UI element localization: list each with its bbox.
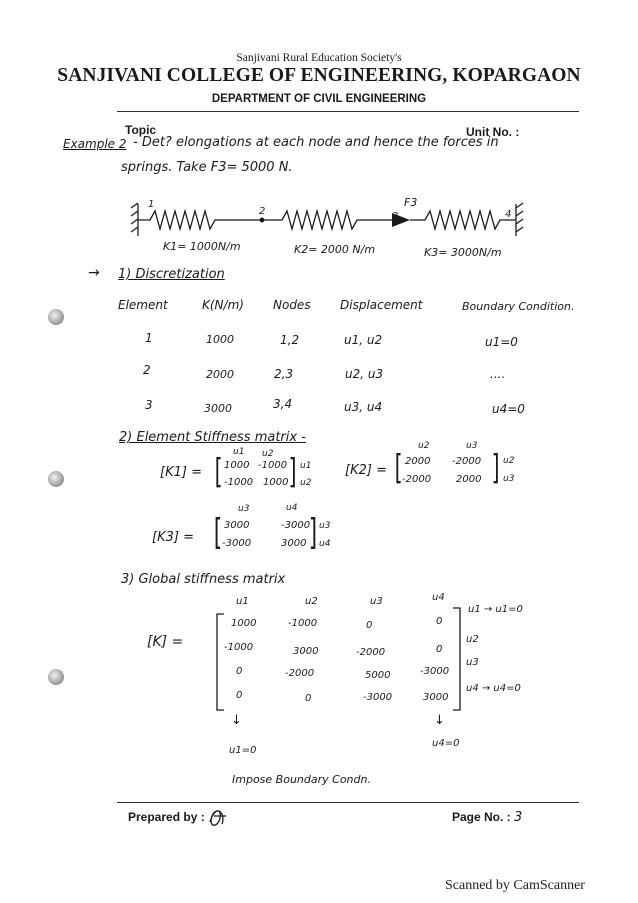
global-cell: 1000 <box>231 618 257 629</box>
global-cell: -2000 <box>285 668 315 679</box>
matrix-row-label: u3 <box>319 521 331 531</box>
table-cell: 3,4 <box>273 397 293 411</box>
arrow-icon: → <box>88 265 100 281</box>
table-cell: u2, u3 <box>345 367 384 381</box>
table-cell: 2000 <box>206 368 234 381</box>
matrix-cell: -2000 <box>452 456 482 467</box>
discretization-title: 1) Discretization <box>118 267 225 282</box>
topic-label: Topic <box>125 123 157 137</box>
matrix-label-k3: [K3] = <box>152 530 194 545</box>
global-row-label: u2 <box>466 634 479 645</box>
global-cell: -3000 <box>363 692 393 703</box>
global-cell: -1000 <box>288 618 318 629</box>
bracket-icon: [ <box>214 452 223 492</box>
bracket-icon: [ <box>213 512 223 553</box>
table-header: K(N/m) <box>202 298 244 312</box>
matrix-label-k2: [K2] = <box>345 463 387 478</box>
matrix-col-label: u3 <box>238 504 250 514</box>
table-cell: u1, u2 <box>344 333 383 347</box>
global-cell: 0 <box>236 690 243 701</box>
global-cell: 0 <box>436 644 443 655</box>
example-label: Example 2 <box>63 137 127 151</box>
matrix-col-label: u1 <box>233 447 245 457</box>
page-number: 3 <box>514 810 523 825</box>
college-name: SANJIVANI COLLEGE OF ENGINEERING, KOPARGAON <box>57 65 581 86</box>
down-arrow-icon: ↓ <box>231 713 242 728</box>
matrix-cell: -3000 <box>281 520 311 531</box>
matrix-col-label: u2 <box>418 441 430 451</box>
page-label: Page No. : <box>452 810 511 824</box>
table-cell: u1=0 <box>485 335 518 349</box>
global-cell: 0 <box>305 693 312 704</box>
society-name: Sanjivani Rural Education Society's <box>236 52 402 64</box>
spring-label-k3: K3= 3000N/m <box>424 246 502 259</box>
table-header: Displacement <box>340 298 423 312</box>
matrix-cell: -1000 <box>258 460 288 471</box>
unit-label: Unit No. : <box>466 125 520 139</box>
table-cell: 1,2 <box>280 333 300 347</box>
matrix-cell: 3000 <box>281 538 307 549</box>
matrix-row-label: u1 <box>300 461 312 471</box>
matrix-cell: 1000 <box>263 477 289 488</box>
node-label: 2 <box>259 206 266 217</box>
table-cell: 3 <box>145 398 153 412</box>
global-col-label: u3 <box>370 596 383 607</box>
problem-line-2: springs. Take F3= 5000 N. <box>121 160 293 175</box>
matrix-col-label: u3 <box>466 441 478 451</box>
matrix-row-label: u4 <box>319 539 331 549</box>
matrix-cell: -3000 <box>222 538 252 549</box>
table-cell: 2,3 <box>274 367 294 381</box>
matrix-col-label: u4 <box>286 503 298 513</box>
force-label: F3 <box>404 196 418 209</box>
matrix-cell: 1000 <box>224 460 250 471</box>
column-note-u1: u1=0 <box>229 745 257 756</box>
node-label: 3 <box>392 211 399 222</box>
matrix-cell: 3000 <box>224 520 250 531</box>
global-row-label: u4 → u4=0 <box>466 683 521 694</box>
matrix-label-k1: [K1] = <box>160 465 202 480</box>
matrix-row-label: u2 <box>503 456 515 466</box>
bracket-icon: ] <box>308 512 318 553</box>
node-label: 4 <box>505 209 512 220</box>
table-cell: u3, u4 <box>344 400 383 414</box>
global-cell: -1000 <box>224 642 254 653</box>
global-stiffness-title: 3) Global stiffness matrix <box>121 572 286 587</box>
scanner-watermark: Scanned by CamScanner <box>445 878 585 893</box>
matrix-row-label: u2 <box>300 478 312 488</box>
element-stiffness-title: 2) Element Stiffness matrix - <box>119 430 306 445</box>
global-cell: 3000 <box>293 646 319 657</box>
global-cell: -2000 <box>356 647 386 658</box>
spring-label-k1: K1= 1000N/m <box>163 240 241 253</box>
table-cell: 1 <box>145 331 153 345</box>
global-cell: 5000 <box>365 670 391 681</box>
table-cell: 2 <box>143 363 151 377</box>
node-label: 1 <box>148 199 155 210</box>
spring-label-k2: K2= 2000 N/m <box>294 243 376 256</box>
bracket-icon: ] <box>491 448 500 488</box>
global-col-label: u1 <box>236 596 249 607</box>
matrix-row-label: u3 <box>503 474 515 484</box>
column-note-u4: u4=0 <box>432 738 460 749</box>
matrix-col-label: u2 <box>262 449 274 459</box>
impose-boundary-note: Impose Boundary Condn. <box>232 773 371 786</box>
table-header: Nodes <box>273 298 311 312</box>
global-row-label: u3 <box>466 657 479 668</box>
global-col-label: u4 <box>432 592 445 603</box>
matrix-cell: 2000 <box>456 474 482 485</box>
table-cell: 3000 <box>204 402 232 415</box>
table-header: Boundary Condition. <box>462 300 575 313</box>
matrix-cell: -2000 <box>402 474 432 485</box>
department-name: DEPARTMENT OF CIVIL ENGINEERING <box>211 93 427 105</box>
problem-line-1: - Det? elongations at each node and hence the forces in <box>133 135 499 150</box>
table-cell: .... <box>490 367 506 381</box>
global-cell: 0 <box>436 616 443 627</box>
page-number-label <box>452 810 522 825</box>
prepared-by-label: Prepared by : <box>128 810 205 824</box>
bracket-icon: ] <box>288 452 297 492</box>
global-cell: 0 <box>236 666 243 677</box>
down-arrow-icon: ↓ <box>434 713 445 728</box>
global-matrix-label: [K] = <box>147 634 184 650</box>
global-cell: 3000 <box>423 692 449 703</box>
bracket-icon: [ <box>394 448 403 488</box>
global-cell: -3000 <box>420 666 450 677</box>
table-header: Element <box>118 298 168 312</box>
matrix-cell: 2000 <box>405 456 431 467</box>
table-cell: 1000 <box>206 333 234 346</box>
global-col-label: u2 <box>305 596 318 607</box>
global-row-label: u1 → u1=0 <box>468 604 523 615</box>
global-cell: 0 <box>366 620 373 631</box>
table-cell: u4=0 <box>492 402 525 416</box>
matrix-cell: -1000 <box>224 477 254 488</box>
